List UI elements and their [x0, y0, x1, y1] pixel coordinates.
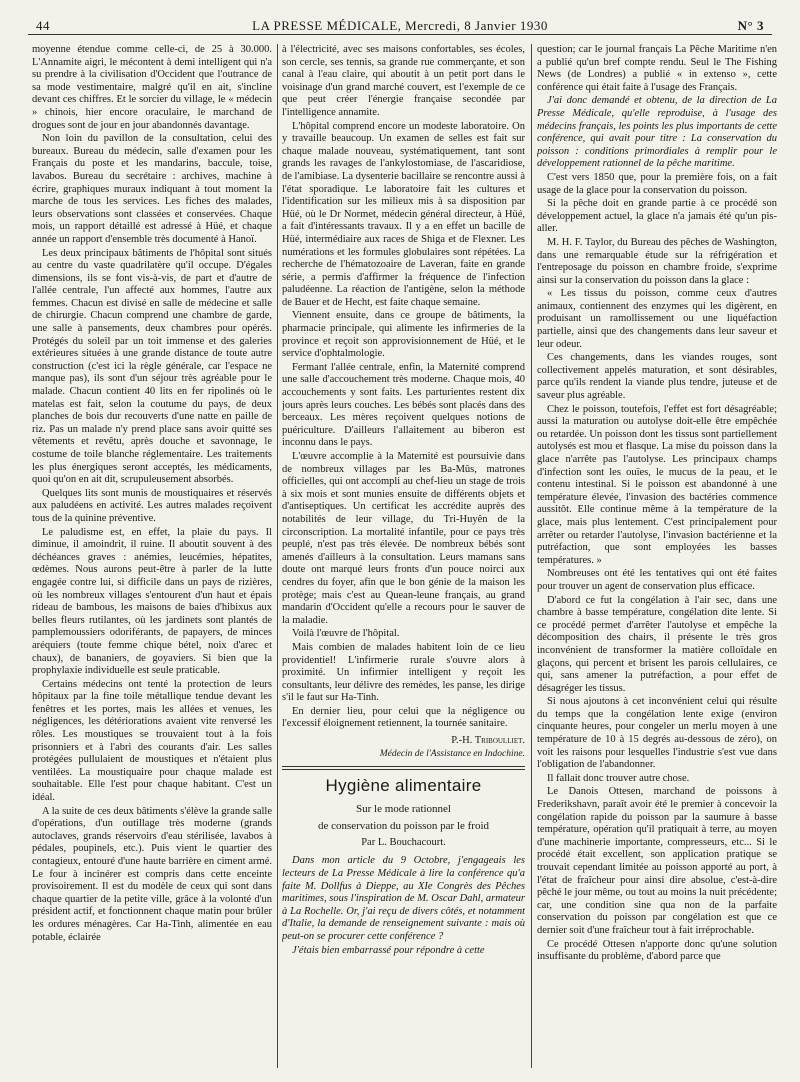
- issue-number: N° 3: [737, 18, 764, 33]
- column-right: [537, 44, 777, 1070]
- paragraph: Viennent ensuite, dans ce groupe de bâtiments, la pharmacie principale, qui alimente les infirmeries de la province et reçoit son approvisionnement de Hüé, et le service d'ophtalmologie.: [282, 310, 525, 360]
- author-signature: [282, 735, 525, 760]
- author-name: P.-H. Triboulliet.: [451, 735, 525, 747]
- page-number: 44: [36, 18, 50, 33]
- paragraph: Non loin du pavillon de la consultation, celui des bureaux. Bureau du médecin, salle d'examen pour les Français du poste et les mandarins, baccule, toise, lavabos. Bureau du secrétaire : archives, machine à écrire, graphiques muraux indiquant à tout moment la marche de tous les services. Les fiches des malades, leurs observations sont classées et conservées. Chaque mois, un rapport détaillé est adressé à Hüé, et chaque année un rapport d'ensemble très documenté à Hanoï.: [32, 133, 272, 245]
- paragraph: C'est vers 1850 que, pour la première fois, on a fait usage de la glace pour la conservation du poisson.: [537, 171, 777, 196]
- running-title: LA PRESSE MÉDICALE, Mercredi, 8 Janvier 1930: [252, 18, 548, 33]
- article-intro-continued: J'étais bien embarrassé pour répondre à cette: [292, 944, 485, 956]
- paragraph: M. H. F. Taylor, du Bureau des pêches de Washington, dans une remarquable étude sur la réfrigération et l'entreposage du poisson en chambre froide, s'exprime ainsi sur la conservation du poisson dans la glace :: [537, 236, 777, 286]
- section-title: Hygiène alimentaire: [325, 776, 482, 796]
- paragraph: D'abord ce fut la congélation à l'air sec, dans une chambre à basse température, congélation dite lente. Si ce procédé permet d'arrêter l'autolyse et empêche la décomposition des chairs, il présente le très gros inconvénient de transformer la matière colloïdale en glaçons, qui percent et brisent les parois cellulaires, ce qui, sans amener la putréfaction, a pour effet de désagréger les tissus.: [537, 594, 777, 694]
- paragraph: Quelques lits sont munis de moustiquaires et réservés aux paludéens en activité. Les autres malades reçoivent tous de la quinine préventive.: [32, 487, 272, 524]
- paragraph: J'ai donc demandé et obtenu, de la direction de La Presse Médicale, qu'elle reproduise, à l'usage des médecins français, les points les plus importants de cette conférence, qui avait pour titre : La conservation du poisson : conditions primordiales à remplir pour le développement rationnel de la pêche maritime.: [537, 95, 777, 170]
- article-intro: Dans mon article du 9 Octobre, j'engageais les lecteurs de La Presse Médicale à lire la conférence qu'a faite M. Dollfus à Dieppe, au XIe Congrès des Pêches maritimes, sous l'inspiration de M. Oscar Dahl, armateur à La Rochelle. Or, j'ai reçu de divers côtés, et notamment d'Italie, la demande de renseignement suivante : mais où peut-on se procurer cette conférence ?: [282, 855, 525, 942]
- column-divider: [531, 44, 532, 1068]
- paragraph: L'hôpital comprend encore un modeste laboratoire. On y travaille beaucoup. Un examen de selles est fait sur chaque malade nouveau, systématiquement, tant sont grands les ravages de l'ankylostomiase, de l'ascaridiose, de l'amibiase. La dysenterie bacillaire se rencontre aussi à l'état sporadique. Le laboratoire fait les cultures et l'identification sur les milieux mis à sa disposition par Hüé, où le Dr Normet, médecin général directeur, à Hüé, a fait d'intéressants travaux. Il y a en effet un bacille de Hüé, intermédiaire aux races de Shiga et de Flexner. Les numérations et les formules globulaires sont répétées. La recherche de l'hématozoaire de Laveran, faite en grande série, a permis d'affirmer la fréquence de l'infection paludéenne. La réaction de l'antigène, selon la méthode de Bauer et de Hecht, est faite chaque semaine.: [282, 120, 525, 308]
- paragraph: Certains médecins ont tenté la protection de leurs hôpitaux par la fine toile métallique tendue devant les fenêtres et les portes, mais les allées et venues, les négligences, les détériorations avaient vite renversé les rôles. Les moustiques se trouvaient tout à la fois prisonniers et à l'abri des courants d'air. Les salles protégées pullulaient de moustiques et n'étaient plus ventilées. La moustiquaire pour chaque malade est souhaitable. Elle l'est pour chaque habitant. C'est un idéal.: [32, 678, 272, 804]
- article-title-line1: Sur le mode rationnel: [355, 802, 451, 815]
- paragraph: Si la pêche doit en grande partie à ce procédé son développement actuel, la glace n'a jamais été qu'un pis-aller.: [537, 198, 777, 235]
- paragraph: L'œuvre accomplie à la Maternité est poursuivie dans de nombreux villages par les Ba-Mûs, matrones officielles, qui ont accompli au chef-lieu un stage de trois à six mois et sont munies ensuite de différents objets et d'antiseptiques. Un certificat les accrédite auprès des notabilités de leur village, du Tri-Huyên de la circonscription. La mortalité infantile, pour ce pays très peuplé, n'est pas très élevée. De nombreux bébés sont amenés d'ailleurs à la consultation. Leurs mamans sans doute ont marqué leurs fronts d'un pouce noirci aux cendres du foyer, afin que le bon génie de la maison les protège; mais c'est au Quean-leune français, au grand mandarin d'Occident qu'elle a recours pour le sauver de la maladie.: [282, 451, 525, 626]
- column-divider: [277, 44, 278, 1068]
- paragraph: Si nous ajoutons à cet inconvénient celui qui résulte du temps que la congélation lente exige (environ cinquante heures, pour congeler un merlu moyen à une température de 10 à 15 degrés au-dessous de zéro), on voit les raisons pour lesquelles l'industrie s'est vue dans l'obligation de l'abandonner.: [537, 696, 777, 771]
- section-divider: [282, 766, 525, 770]
- paragraph: A la suite de ces deux bâtiments s'élève la grande salle d'opérations, d'un outillage très moderne (grands autoclaves, grands réservoirs d'eau stérilisée, lavabos à pédales, poupinels, etc.). Puis vient le quartier des contagieux, entouré d'une haute barrière en ciment armé. Le four à incinérer est compris dans cette enceinte provisoirement. Il est du modèle de ceux qui sont dans chaque quartier de la petite ville, grâce à la volonté d'un président actif, et fonctionnent chaque matin pour brûler les ordures ménagères. Car Ha-Tinh, alimentée en eau potable, éclairée: [32, 805, 272, 943]
- paragraph: à l'électricité, avec ses maisons confortables, ses écoles, son cercle, ses tennis, sa grande rue commerçante, et son canal à l'eau claire, qui aboutit à un petit port dans le voisinage d'un grand marché couvert, est l'exemple de ce que peut créer l'énergie française secondée par l'intelligence annamite.: [282, 44, 525, 118]
- paragraph: Ce procédé Ottesen n'apporte donc qu'une solution insuffisante du problème, d'abord parce que: [537, 938, 777, 963]
- paragraph: Ces changements, dans les viandes rouges, sont collectivement appelés maturation, et sont désirables, parce qu'ils rendent la viande plus tendre, juteuse et de saveur plus agréable.: [537, 352, 777, 402]
- paragraph: Il fallait donc trouver autre chose.: [547, 772, 690, 784]
- page-header: [28, 6, 772, 35]
- article-title-line2: de conservation du poisson par le froid: [317, 819, 490, 832]
- paragraph: Fermant l'allée centrale, enfin, la Maternité comprend une salle d'accouchement très moderne. Chaque mois, 40 accouchements y sont faits. Les parturientes restent dix jours après leurs couches. Les bébés sont placés dans des berceaux. Les mères reçoivent quelques notions de puériculture. D'ailleurs l'allaitement au biberon est inconnu dans le pays.: [282, 361, 525, 449]
- paragraph: moyenne étendue comme celle-ci, de 25 à 30.000. L'Annamite aigri, le mécontent à demi intelligent qui n'a su prendre à la civilisation d'Occident que l'outrance de sa mode vestimentaire, malgré qu'il en ait, s'incline devant ces chiffres. Et le sorcier du village, le « médecin » chinois, hier encore oraculaire, le marchand de drogues sont de jour en jour abandonnés davantage.: [32, 44, 272, 131]
- paragraph: Nombreuses ont été les tentatives qui ont été faites pour trouver un agent de conservation plus efficace.: [537, 568, 777, 592]
- paragraph: En dernier lieu, pour celui que la négligence ou l'excessif éloignement retiennent, la tournée sanitaire.: [282, 705, 525, 730]
- column-middle: [282, 44, 525, 1070]
- paragraph: Chez le poisson, toutefois, l'effet est fort désagréable; aussi la maturation ou autolyse doit-elle être empêchée ou retardée. Un poisson dont les tissus sont partiellement autolysés est mou et flasque. La mise du poisson dans la glace n'arrête pas l'autolyse. Les principaux champs d'infection sont les ouïes, le mucus de la peau, et le contenu intestinal. Si le poisson est abandonné à une température élevée, l'invasion des bactéries commence aussitôt. Elle continue même à la température de la glace, mais plus lentement. C'est principalement pour arrêter ou retarder l'autolyse, l'invasion bactérienne et la putréfaction, que sont employées les basses températures. »: [537, 403, 777, 566]
- paragraph: Le Danois Ottesen, marchand de poissons à Frederikshavn, paraît avoir été le premier à concevoir la congélation rapide du poisson par la saumure à basse température, opération qu'il pratiquait à terre, au moyen d'une machinerie importante, compresseurs, etc... Si le procédé était excellent, son application pratique se trouvait cependant limitée au poisson apporté au port, à l'état de fraîcheur pour ainsi dire absolue, c'est-à-dire pêché le jour même, ou tout au moins la nuit précédente; car, une condition sine qua non de la parfaite conservation du poisson par congélation est que ce dernier soit d'une fraîcheur tout à fait irréprochable.: [537, 786, 777, 936]
- paragraph: « Les tissus du poisson, comme ceux d'autres animaux, contiennent des enzymes qui les digèrent, en produisant un ramollissement ou une liquéfaction partielle, ainsi que des changements dans leur saveur et leur odeur.: [537, 288, 777, 350]
- column-left: [32, 44, 272, 1070]
- paragraph: Voilà l'œuvre de l'hôpital.: [292, 628, 400, 640]
- author-title: Médecin de l'Assistance en Indochine.: [379, 748, 525, 759]
- paragraph: Mais combien de malades habitent loin de ce lieu providentiel! L'infirmerie rurale s'ouvre alors à proximité. Un infirmier intelligent y reçoit les consultants, leur délivre des remèdes, les panse, les dirige s'il le faut sur Ha-Tinh.: [282, 641, 525, 704]
- article-byline: Par L. Bouchacourt.: [361, 836, 446, 848]
- paragraph: question; car le journal français La Pêche Maritime n'en a publié qu'un bref compte rendu. Seul le The Fishing News (de Londres) a publié « in extenso », cette conférence qui était faite à l'usage des Français.: [537, 44, 777, 93]
- paragraph: Le paludisme est, en effet, la plaie du pays. Il diminue, il amoindrit, il ruine. Il aboutit souvent à des déchéances graves : anémies, leucémies, hépatites, œdèmes. Nous aurons peut-être à parler de la lutte engagée contre lui, si difficile dans un pays de rizières, où les nombreux villages s'entourent d'un haut et épais rideau de bambous, les maisons de baies d'hibixus aux belles fleurs rutilantes, où les jardinets sont plantés de pamplemoussiers odoriférants, de papayers, de minces aréquiers (toute femme chique bétel, noix d'arec et chaux), de bananiers, de goyaviers. Si bien que la prophylaxie individuelle est seule praticable.: [32, 526, 272, 677]
- paragraph: Les deux principaux bâtiments de l'hôpital sont situés au centre du vaste quadrilatère qu'il occupe. D'égales dimensions, ils se font vis-à-vis, de part et d'autre de l'allée centrale, l'un affecté aux hommes, l'autre aux femmes. Chacun est divisé en salle de médecine et salle de chirurgie. Chacun comprend une chambre de garde, une salle à pansements, deux chambres pour opérés. Protégés du soleil par un toit immense et des galeries extérieures situées à une grande distance de toute autre construction (c'est ici la règle générale, car l'espace ne manque pas), ils sont d'un séjour très agréable pour le malade. Chacun contient 40 lits en fer ripolinés où le matelas est fait, selon la coutume du pays, de deux planches de bois dur recouverts d'une natte en paille de riz. Pas un malade n'y prend place sans avoir quitté ses vêtements et revêtu, après douche et savonnage, le costume de toile blanche réglementaire. Les traitements les plus énergiques seront acceptés, les médicaments, quoi qu'on en ait dit, scrupuleusement absorbés.: [32, 247, 272, 486]
